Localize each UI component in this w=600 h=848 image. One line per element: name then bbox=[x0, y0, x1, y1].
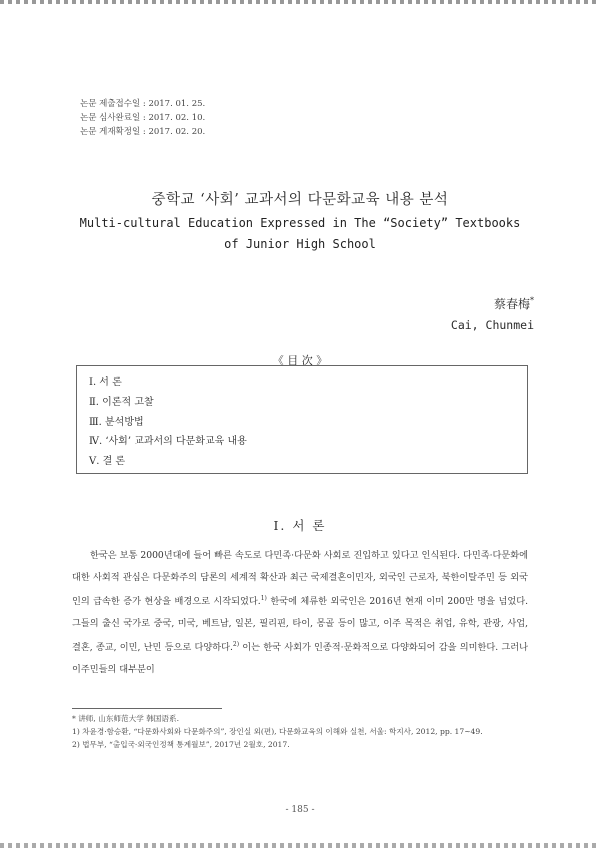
body-text-part3: 이는 한국 사회가 인종적·문화적으로 다양화되어 감을 의미한다. 그러나 이주민들의 대부분이 bbox=[72, 642, 528, 676]
page-number: - 185 - bbox=[285, 805, 315, 815]
author-name-chinese: 蔡春梅 bbox=[493, 297, 530, 311]
toc-item: Ⅲ. 분석방법 bbox=[89, 416, 144, 428]
top-dotted-border bbox=[0, 0, 600, 4]
footnote-divider bbox=[72, 708, 222, 709]
author-footnote-mark: * bbox=[530, 296, 534, 305]
footnote-ref-1: 1) bbox=[260, 595, 267, 603]
accepted-date: 논문 게재확정일 : 2017. 02. 20. bbox=[80, 127, 206, 137]
footnote-1: 1) 차윤경·함승환, “다문화사회와 다문화주의”, 장인실 외(편), 다문화교육의 이해와 실천, 서울: 학지사, 2012, pp. 17~49. bbox=[72, 727, 483, 736]
paper-title-korean: 중학교 ‘사회’ 교과서의 다문화교육 내용 분석 bbox=[151, 192, 449, 208]
paper-title-english: Multi-cultural Education Expressed in The “Society” Textbooks of Junior High School bbox=[79, 216, 521, 251]
toc-item: Ⅴ. 결 론 bbox=[89, 456, 126, 468]
bottom-dotted-border bbox=[0, 843, 600, 848]
toc-item: Ⅱ. 이론적 고찰 bbox=[89, 396, 154, 408]
body-paragraph bbox=[72, 545, 528, 681]
section-heading: Ⅰ. 서 론 bbox=[273, 518, 327, 533]
toc-heading: 《 目 次 》 bbox=[272, 354, 328, 367]
toc-item: Ⅳ. ‘사회’ 교과서의 다문화교육 내용 bbox=[89, 436, 247, 448]
body-text-part1: 한국은 보통 2000년대에 들어 빠른 속도로 다민족·다문화 사회로 진입하고 있다고 인식된다. 다민족·다문화에 대한 사회적 관심은 다문화주의 담론의 세계적 확산과 최근 국제결혼이민자, 외국인 근로자, 북한이탈주민 등 외국인의 급속한 증가 현상을 배경으로 시작되었다. bbox=[72, 550, 528, 608]
body-text-part2: 한국에 체류한 외국인은 2016년 현재 이미 200만 명을 넘었다. 그들의 출신 국가로 중국, 미국, 베트남, 일본, 필리핀, 타이, 몽골 등이 많고, 이주 목적은 취업, 유학, 관광, 사업, 결혼, 종교, 이민, 난민 등으로 다양하다. bbox=[72, 596, 529, 654]
footnote-2: 2) 법무부, “출입국·외국인정책 통계월보”, 2017년 2월호, 2017. bbox=[72, 740, 290, 749]
footnote-ref-2: 2) bbox=[232, 641, 240, 649]
footnote-author: * 讲师, 山东师范大学 韩国语系. bbox=[72, 714, 179, 723]
received-date: 논문 제출접수일 : 2017. 01. 25. bbox=[80, 99, 206, 109]
author-block bbox=[451, 290, 534, 336]
table-of-contents bbox=[76, 365, 528, 474]
submission-dates bbox=[80, 97, 205, 139]
footnotes bbox=[72, 712, 532, 751]
author-name-english: Cai, Chunmei bbox=[450, 318, 534, 332]
reviewed-date: 논문 심사완료일 : 2017. 02. 10. bbox=[80, 113, 206, 123]
toc-item: Ⅰ. 서 론 bbox=[89, 377, 122, 388]
